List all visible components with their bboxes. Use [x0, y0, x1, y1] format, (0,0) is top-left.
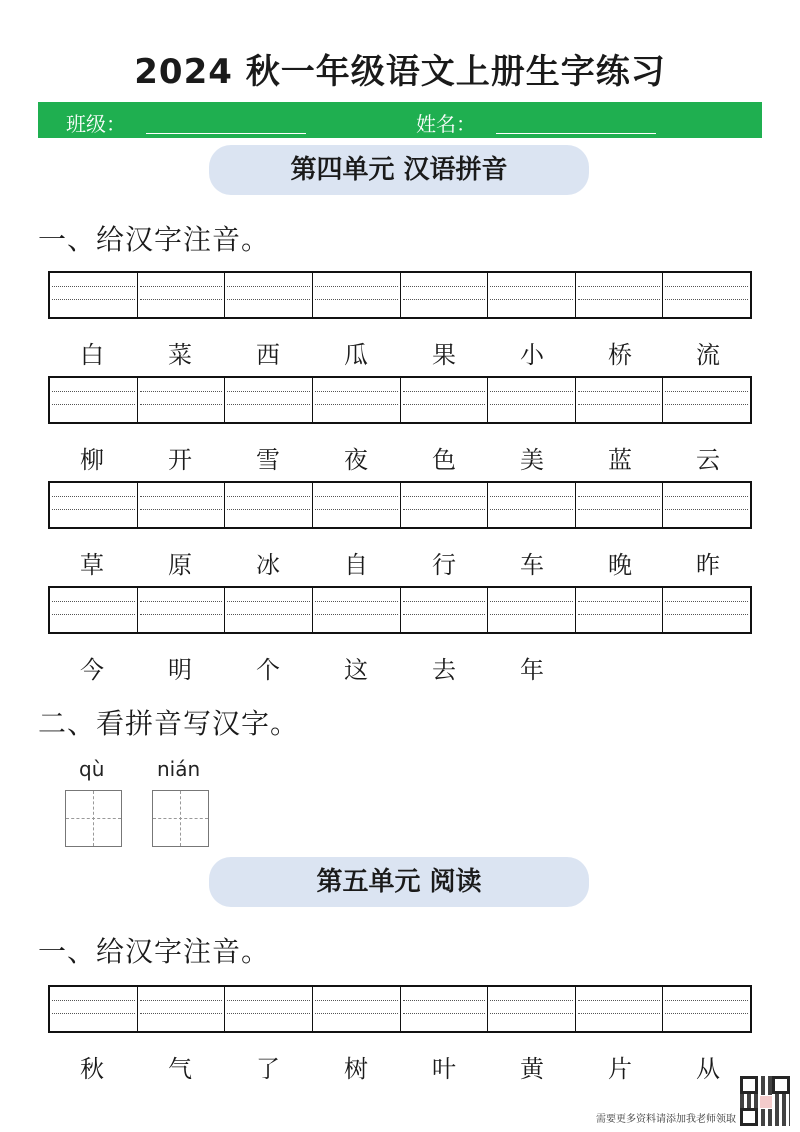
char: 今 — [80, 656, 104, 684]
unit4-part1-heading: 一、给汉字注音。 — [38, 223, 271, 256]
char-row — [48, 335, 752, 370]
pinyin-writing-row[interactable] — [48, 271, 752, 319]
char: 个 — [256, 656, 280, 684]
char: 从 — [696, 1055, 720, 1083]
tian-grid-box[interactable] — [65, 790, 122, 847]
class-label: 班级： — [66, 112, 126, 136]
char: 秋 — [80, 1055, 104, 1083]
footer-note: 需要更多资料请添加我老师领取 — [596, 1114, 736, 1125]
char: 这 — [344, 656, 368, 684]
char: 雪 — [256, 446, 280, 474]
unit4-part2-heading: 二、看拼音写汉字。 — [38, 707, 300, 740]
char: 草 — [80, 551, 104, 579]
char: 行 — [432, 551, 456, 579]
char: 树 — [344, 1055, 368, 1083]
name-input-line[interactable] — [496, 133, 656, 134]
pinyin-writing-row[interactable] — [48, 376, 752, 424]
char: 西 — [256, 341, 280, 369]
char: 气 — [168, 1055, 192, 1083]
char-row — [48, 650, 752, 685]
char-row — [48, 1049, 752, 1084]
char: 蓝 — [608, 446, 632, 474]
tian-grid-box[interactable] — [152, 790, 209, 847]
char: 原 — [168, 551, 192, 579]
char: 柳 — [80, 446, 104, 474]
char: 自 — [344, 551, 368, 579]
pinyin-writing-row[interactable] — [48, 481, 752, 529]
unit5-part1-heading: 一、给汉字注音。 — [38, 935, 271, 968]
char-row — [48, 440, 752, 475]
pinyin-writing-row[interactable] — [48, 985, 752, 1033]
char: 菜 — [168, 341, 192, 369]
char: 开 — [168, 446, 192, 474]
char: 明 — [168, 656, 192, 684]
name-label: 姓名： — [416, 112, 476, 136]
char: 黄 — [520, 1055, 544, 1083]
char: 车 — [520, 551, 544, 579]
pinyin-writing-row[interactable] — [48, 586, 752, 634]
student-info-bar — [38, 102, 762, 138]
char: 去 — [432, 656, 456, 684]
class-input-line[interactable] — [146, 133, 306, 134]
char: 小 — [520, 341, 544, 369]
unit5-banner: 第五单元 阅读 — [209, 857, 589, 907]
char: 色 — [432, 446, 456, 474]
char: 晚 — [608, 551, 632, 579]
char: 果 — [432, 341, 456, 369]
qr-code-icon — [740, 1076, 790, 1126]
page-title: 2024 秋一年级语文上册生字练习 — [134, 52, 666, 92]
char: 昨 — [696, 551, 720, 579]
char: 桥 — [608, 341, 632, 369]
char: 了 — [256, 1055, 280, 1083]
char: 白 — [80, 341, 104, 369]
char-row — [48, 545, 752, 580]
char: 流 — [696, 341, 720, 369]
char: 冰 — [256, 551, 280, 579]
char: 叶 — [432, 1055, 456, 1083]
unit4-banner: 第四单元 汉语拼音 — [209, 145, 589, 195]
char: 瓜 — [344, 341, 368, 369]
char: 年 — [520, 656, 544, 684]
pinyin-label: qù — [79, 757, 105, 781]
char: 云 — [696, 446, 720, 474]
char: 夜 — [344, 446, 368, 474]
pinyin-label: nián — [157, 757, 201, 781]
char: 美 — [520, 446, 544, 474]
char: 片 — [608, 1055, 632, 1083]
